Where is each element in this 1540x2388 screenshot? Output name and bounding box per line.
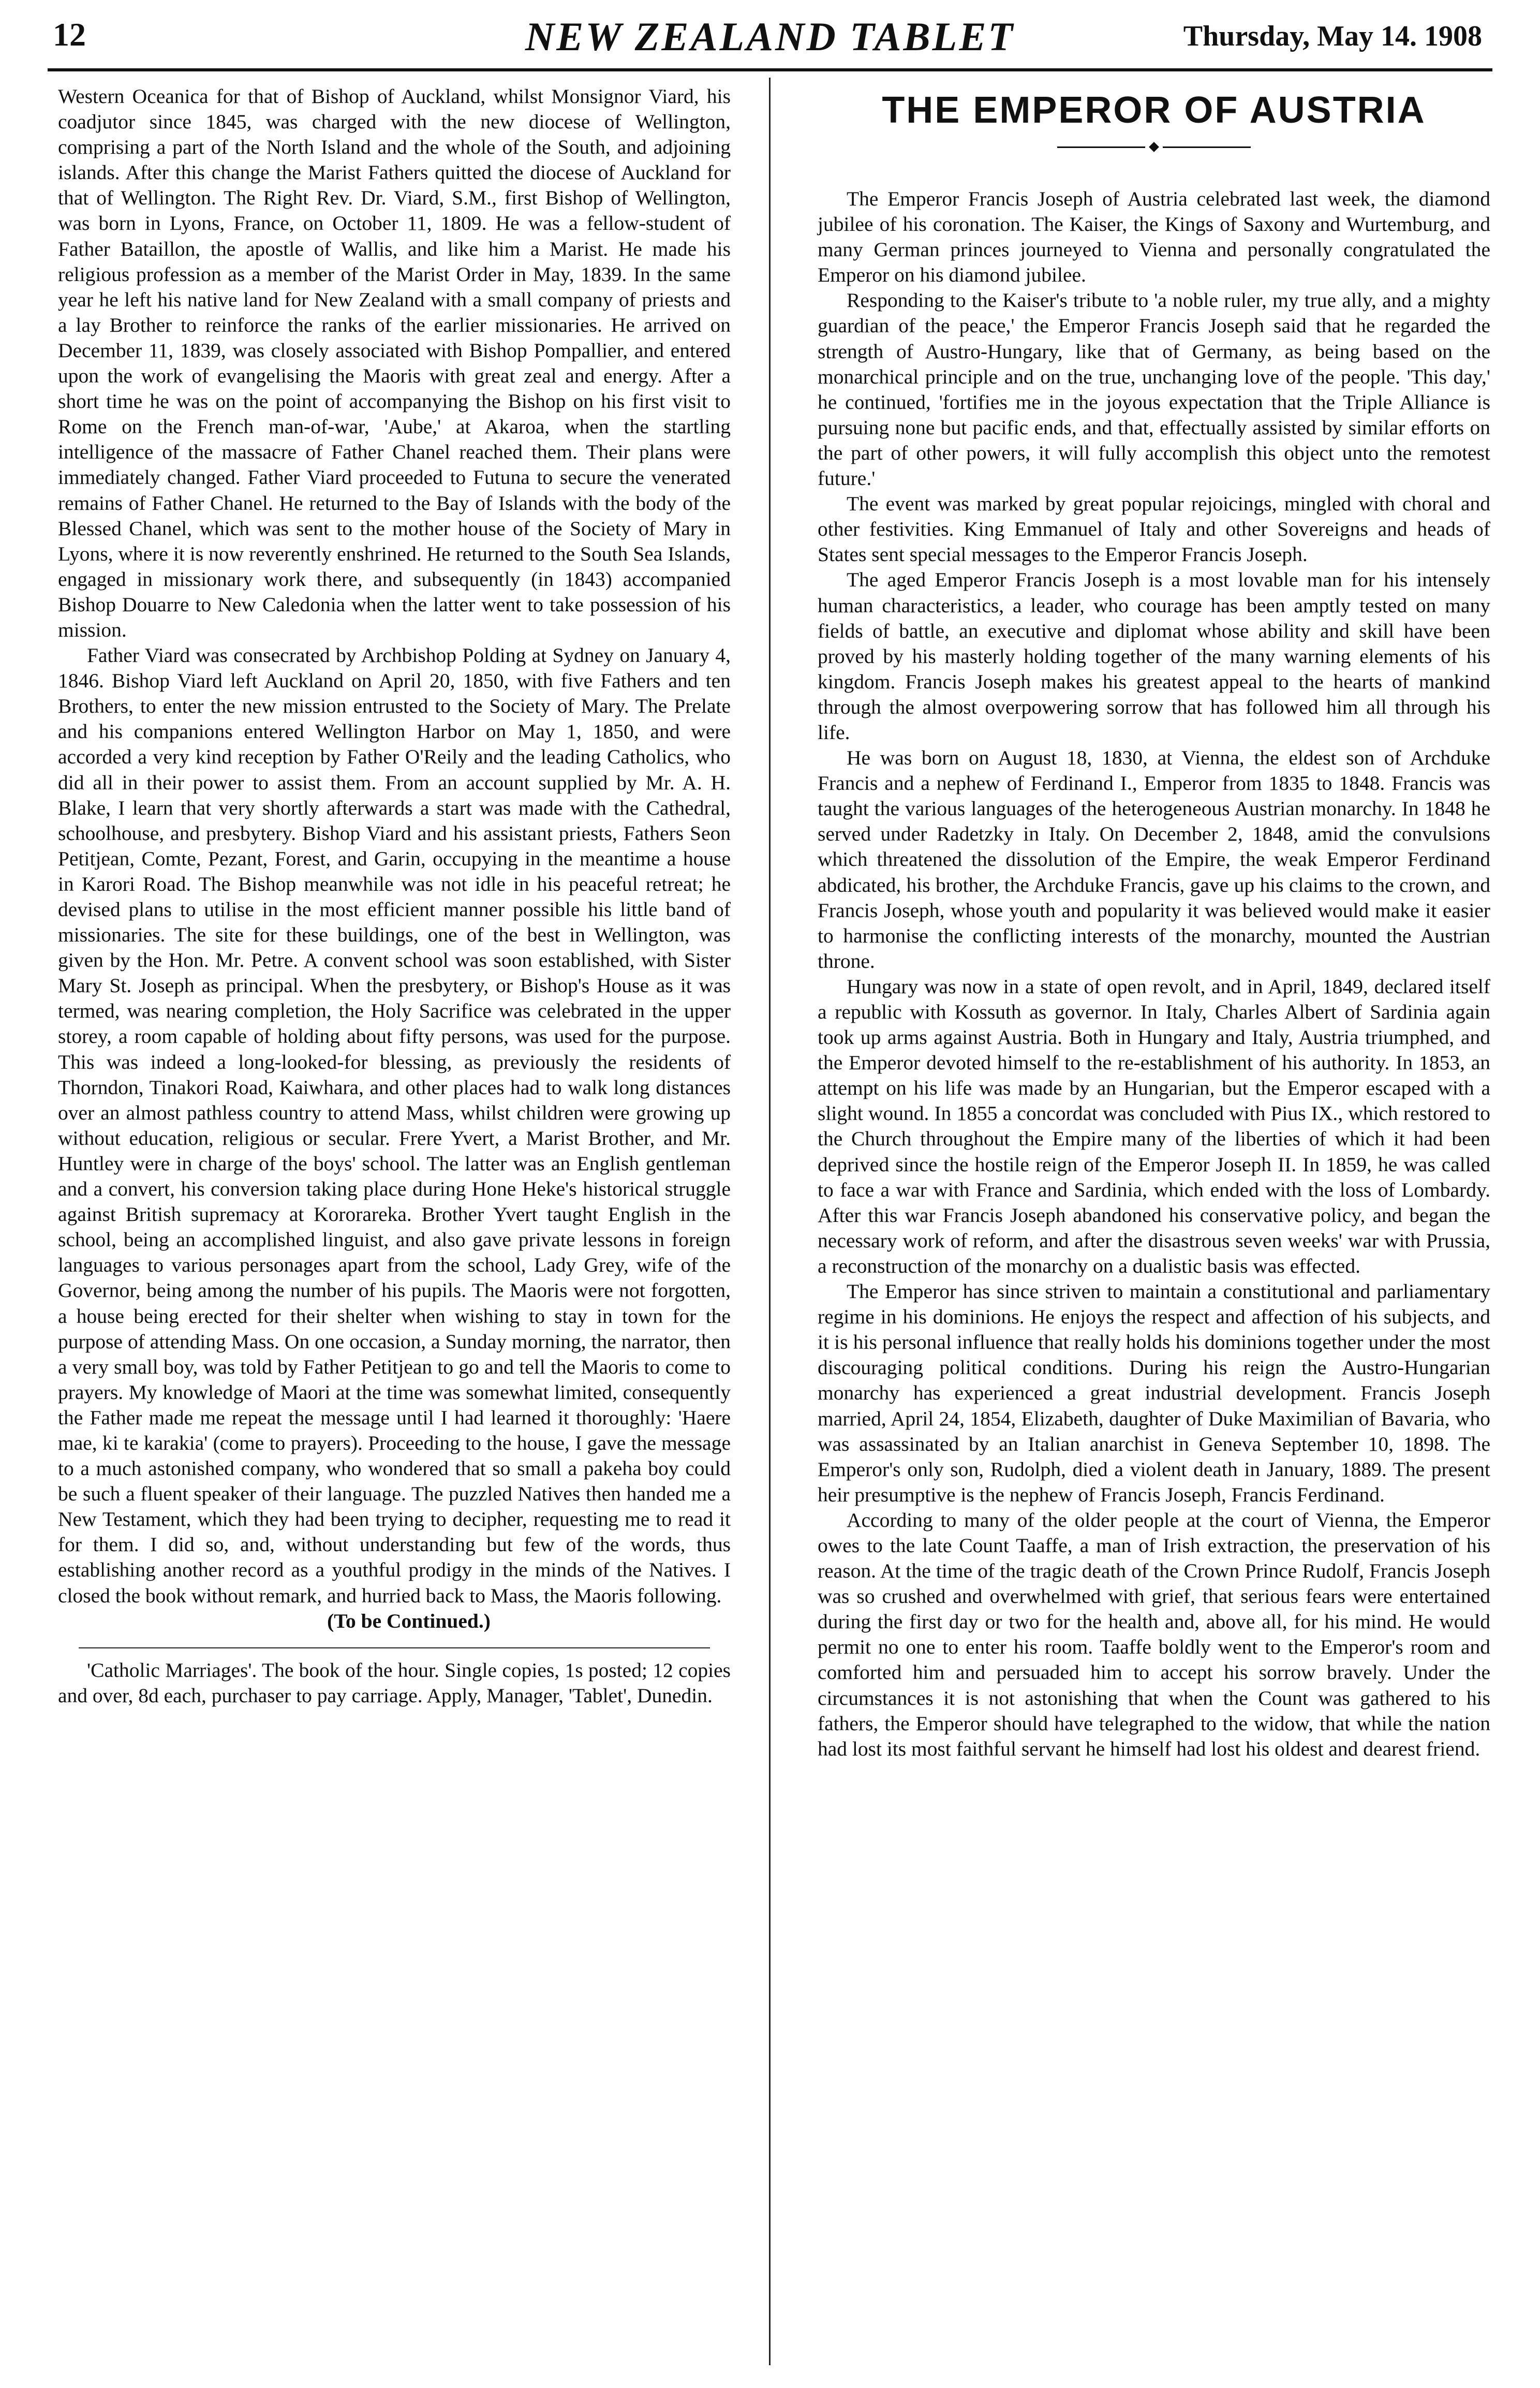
article-paragraph: The event was marked by great popular rejoicings, mingled with choral and other festivities. King Emmanuel of Italy and other Sovereigns and heads of States sent special messages to the Emperor Francis Joseph. (818, 492, 1490, 566)
diamond-icon (1149, 142, 1159, 152)
article-title: THE EMPEROR OF AUSTRIA (882, 90, 1426, 131)
advertisement: 'Catholic Marriages'. The book of the hour. Single copies, 1s posted; 12 copies and over, 8d each, purchaser to pay carriage. Apply, Manager, 'Tablet', Dunedin. (58, 1658, 731, 1707)
article-paragraph: The Emperor has since striven to maintain a constitutional and parliamentary regime in his dominions. He enjoys the respect and affection of his subjects, and it is his personal influence that really holds his dominions together under the most discouraging political conditions. During his reign the Austro-Hungarian monarchy has experienced a great industrial development. Francis Joseph married, April 24, 1854, Elizabeth, daughter of Duke Maximilian of Bavaria, who was assassinated by an Italian anarchist in Geneva September 10, 1898. The Emperor's only son, Rudolph, died a violent death in January, 1889. The present heir presumptive is the nephew of Francis Joseph, Francis Ferdinand. (818, 1280, 1490, 1506)
page-number: 12 (53, 16, 86, 53)
article-paragraph: Responding to the Kaiser's tribute to 'a noble ruler, my true ally, and a mighty guardian of the peace,' the Emperor Francis Joseph said that he regarded the strength of Austro-Hungary, like that of Germany, as being based on the monarchical principle and on the true, unchanging love of the people. 'This day,' he continued, 'fortifies me in the joyous expectation that the Triple Alliance is pursuing none but pacific ends, and that, effectually assisted by similar efforts on the part of other powers, it will fully accomplish this object unto the remotest future.' (818, 289, 1490, 490)
masthead-title: NEW ZEALAND TABLET (525, 14, 1015, 59)
article-paragraph: According to many of the older people at the court of Vienna, the Emperor owes to the late Count Taaffe, a man of Irish extraction, the preservation of his reason. At the time of the tragic death of the Crown Prince Rudolf, Francis Joseph was so crushed and overwhelmed with grief, that serious fears were entertained during the first day or two for the health and, above all, for his mind. He would permit no one to enter his room. Taaffe boldly went to the Emperor's room and comforted him and persuaded him to accept his sorrow bravely. Under the circumstances it is not astonishing that when the Count was gathered to his fathers, the Emperor should have telegraphed to the widow, that while the nation had lost its most faithful servant he himself had lost his oldest and dearest friend. (818, 1508, 1490, 1760)
section-separator (79, 1647, 710, 1648)
title-ornament (818, 137, 1490, 157)
article-paragraph: Hungary was now in a state of open revolt, and in April, 1849, declared itself a republic with Kossuth as governor. In Italy, Charles Albert of Sardinia again took up arms against Austria. Both in Hungary and Italy, Austria triumphed, and the Emperor devoted himself to the re-establishment of his authority. In 1853, an attempt on his life was made by an Hungarian, but the Emperor escaped with a slight wound. In 1855 a concordat was concluded with Pius IX., which restored to the Church throughout the Empire many of the liberties of which it had been deprived since the hostile reign of the Emperor Joseph II. In 1859, he was called to face a war with France and Sardinia, which ended with the loss of Lombardy. After this war Francis Joseph abandoned his conservative policy, and began the necessary work of reform, and after the disastrous seven weeks' war with Prussia, a reconstruction of the monarchy on a dualistic basis was effected. (818, 975, 1490, 1277)
article-paragraph: The Emperor Francis Joseph of Austria celebrated last week, the diamond jubilee of his coronation. The Kaiser, the Kings of Saxony and Wurtemburg, and many German princes journeyed to Vienna and personally congratulated the Emperor on his diamond jubilee. (818, 187, 1490, 287)
left-column (58, 84, 731, 1708)
article-paragraph: Father Viard was consecrated by Archbishop Polding at Sydney on January 4, 1846. Bishop Viard left Auckland on April 20, 1850, with five Fathers and ten Brothers, to enter the new mission entrusted to the Society of Mary. The Prelate and his companions entered Wellington Harbor on May 1, 1850, and were accorded a very kind reception by Father O'Reily and the leading Catholics, who did all in their power to assist them. From an account supplied by Mr. A. H. Blake, I learn that very shortly afterwards a start was made with the Cathedral, schoolhouse, and presbytery. Bishop Viard and his assistant priests, Fathers Seon Petitjean, Comte, Pezant, Forest, and Garin, occupying in the meantime a house in Karori Road. The Bishop meanwhile was not idle in his peaceful retreat; he devised plans to utilise in the most efficient manner possible his little band of missionaries. The site for these buildings, one of the best in Wellington, was given by the Hon. Mr. Petre. A convent school was soon established, with Sister Mary St. Joseph as principal. When the presbytery, or Bishop's House as it was termed, was nearing completion, the Holy Sacrifice was celebrated in the upper storey, a room capable of holding about fifty persons, was used for the purpose. This was indeed a long-looked-for blessing, as previously the residents of Thorndon, Tinakori Road, Kaiwhara, and other places had to walk long distances over an almost pathless country to attend Mass, whilst children were growing up without education, religious or secular. Frere Yvert, a Marist Brother, and Mr. Huntley were in charge of the boys' school. The latter was an English gentleman and a convert, his conversion taking place during Hone Heke's historical struggle against British supremacy at Kororareka. Brother Yvert taught English in the school, being an accomplished linguist, and also gave private lessons in foreign languages to various personages apart from the school, Lady Grey, wife of the Governor, being among the number of his pupils. The Maoris were not forgotten, a house being erected for their shelter when wishing to stay in town for the purpose of attending Mass. On one occasion, a Sunday morning, the narrator, then a very small boy, was told by Father Petitjean to go and tell the Maoris to come to prayers. My knowledge of Maori at the time was somewhat limited, consequently the Father made me repeat the message until I had learned it thoroughly: 'Haere mae, ki te karakia' (come to prayers). Proceeding to the house, I gave the message to a much astonished company, who wondered that so small a pakeha boy could be such a fluent speaker of their language. The puzzled Natives then handed me a New Testament, which they had been trying to decipher, requesting me to read it for them. I did so, and, without understanding but few of the words, thus establishing another record as a youthful prodigy in the minds of the Natives. I closed the book without remark, and hurried back to Mass, the Maoris following. (58, 644, 731, 1607)
issue-date: Thursday, May 14. 1908 (1183, 20, 1482, 52)
article-paragraph: He was born on August 18, 1830, at Vienna, the eldest son of Archduke Francis and a nephew of Ferdinand I., Emperor from 1835 to 1848. Francis was taught the various languages of the heterogeneous Austrian monarchy. In 1848 he served under Radetzky in Italy. On December 2, 1848, amid the convulsions which threatened the dissolution of the Empire, the weak Emperor Ferdinand abdicated, his brother, the Archduke Francis, gave up his claims to the crown, and Francis Joseph, whose youth and popularity it was believed would make it easier to harmonise the conflicting interests of the monarchy, mounted the Austrian throne. (818, 746, 1490, 972)
article-paragraph: Western Oceanica for that of Bishop of Auckland, whilst Monsignor Viard, his coadjutor since 1845, was charged with the new diocese of Wellington, comprising a part of the North Island and the whole of the South, and adjoining islands. After this change the Marist Fathers quitted the diocese of Auckland for that of Wellington. The Right Rev. Dr. Viard, S.M., first Bishop of Wellington, was born in Lyons, France, on October 11, 1809. He was a fellow-student of Father Bataillon, the apostle of Wallis, and like him a Marist. He made his religious profession as a member of the Marist Order in May, 1839. In the same year he left his native land for New Zealand with a small company of priests and a lay Brother to reinforce the ranks of the earlier missionaries. He arrived on December 11, 1839, was closely associated with Bishop Pompallier, and entered upon the work of evangelising the Maoris with great zeal and energy. After a short time he was on the point of accompanying the Bishop on his first visit to Rome on the French man-of-war, 'Aube,' at Akaroa, when the startling intelligence of the massacre of Father Chanel reached them. Their plans were immediately changed. Father Viard proceeded to Futuna to secure the venerated remains of Father Chanel. He returned to the Bay of Islands with the body of the Blessed Chanel, which was sent to the mother house of the Society of Mary in Lyons, where it is now reverently enshrined. He returned to the South Sea Islands, engaged in missionary work there, and subsequently (in 1843) accompanied Bishop Douarre to New Caledonia when the latter went to take possession of his mission. (58, 85, 731, 641)
right-column (818, 84, 1490, 1762)
page-header (48, 10, 1492, 71)
to-be-continued: (To be Continued.) (327, 1609, 491, 1632)
column-divider (769, 78, 771, 2365)
article-paragraph: The aged Emperor Francis Joseph is a most lovable man for his intensely human characteristics, a leader, who courage has been amptly tested on many fields of battle, an executive and diplomat whose ability and skill have been proved by his masterly holding together of the many warning elements of his kingdom. Francis Joseph makes his greatest appeal to the hearts of mankind through the almost overpowering sorrow that has followed him all through his life. (818, 568, 1490, 744)
